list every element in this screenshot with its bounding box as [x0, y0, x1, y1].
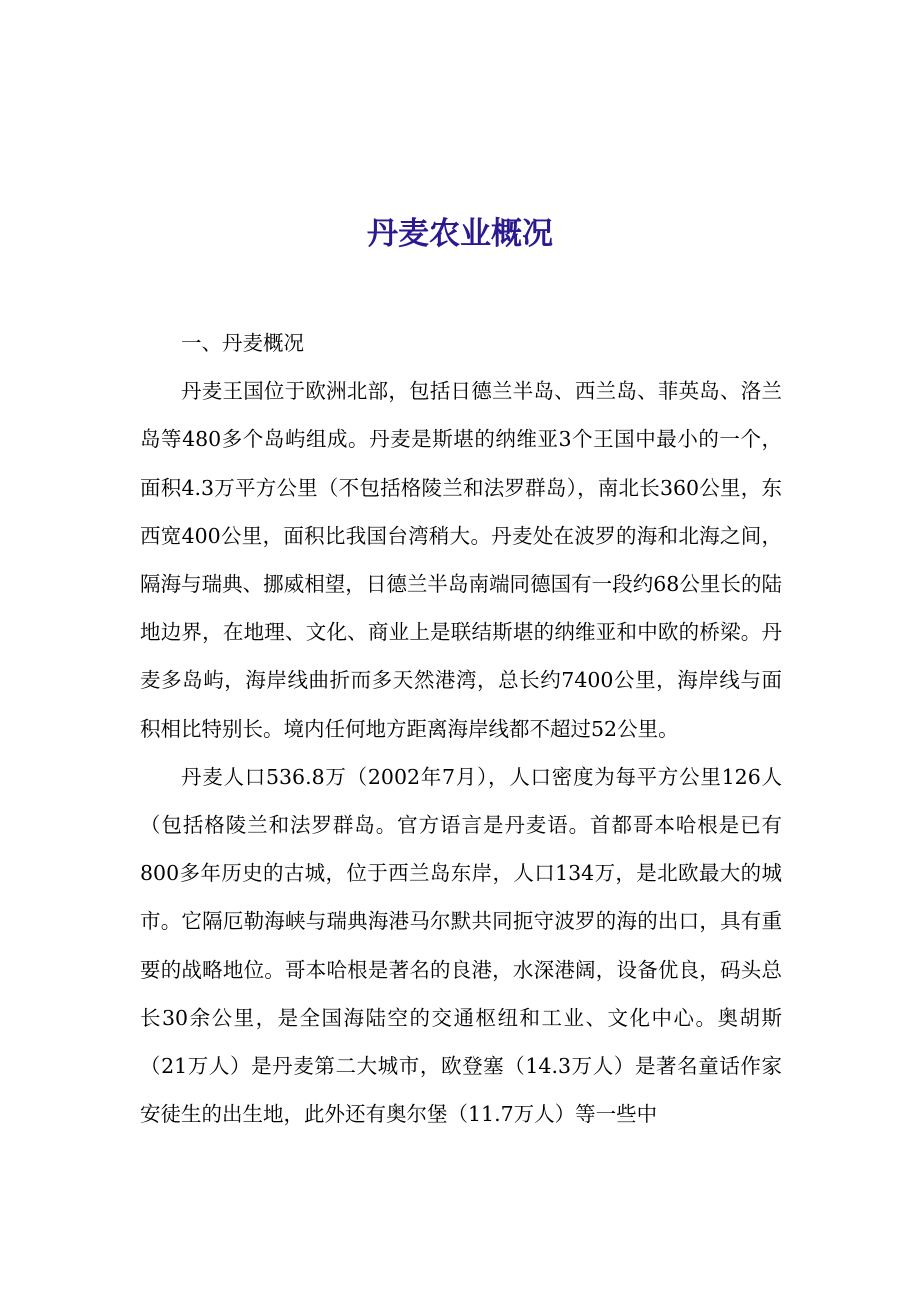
paragraph-geography: 丹麦王国位于欧洲北部，包括日德兰半岛、西兰岛、菲英岛、洛兰岛等480多个岛屿组成。丹麦是斯堪的纳维亚3个王国中最小的一个，面积4.3万平方公里（不包括格陵兰和法罗群岛），南北长360公里，东西宽400公里，面积比我国台湾稍大。丹麦处在波罗的海和北海之间，隔海与瑞典、挪威相望，日德兰半岛南端同德国有一段约68公里长的陆地边界，在地理、文化、商业上是联结斯堪的纳维亚和中欧的桥梁。丹麦多岛屿，海岸线曲折而多天然港湾，总长约7400公里，海岸线与面积相比特别长。境内任何地方距离海岸线都不超过52公里。 — [140, 379, 782, 741]
section-heading: 一、丹麦概况 — [181, 331, 304, 355]
paragraph-population: 丹麦人口536.8万（2002年7月），人口密度为每平方公里126人（包括格陵兰和法罗群岛。官方语言是丹麦语。首都哥本哈根是已有800多年历史的古城，位于西兰岛东岸，人口134万，是北欧最大的城市。它隔厄勒海峡与瑞典海港马尔默共同扼守波罗的海的出口，具有重要的战略地位。哥本哈根是著名的良港，水深港阔，设备优良，码头总长30余公里，是全国海陆空的交通枢纽和工业、文化中心。奥胡斯（21万人）是丹麦第二大城市，欧登塞（14.3万人）是著名童话作家安徒生的出生地，此外还有奥尔堡（11.7万人）等一些中 — [140, 764, 782, 1127]
document-title: 丹麦农业概况 — [367, 216, 553, 252]
document-body — [140, 319, 782, 1138]
